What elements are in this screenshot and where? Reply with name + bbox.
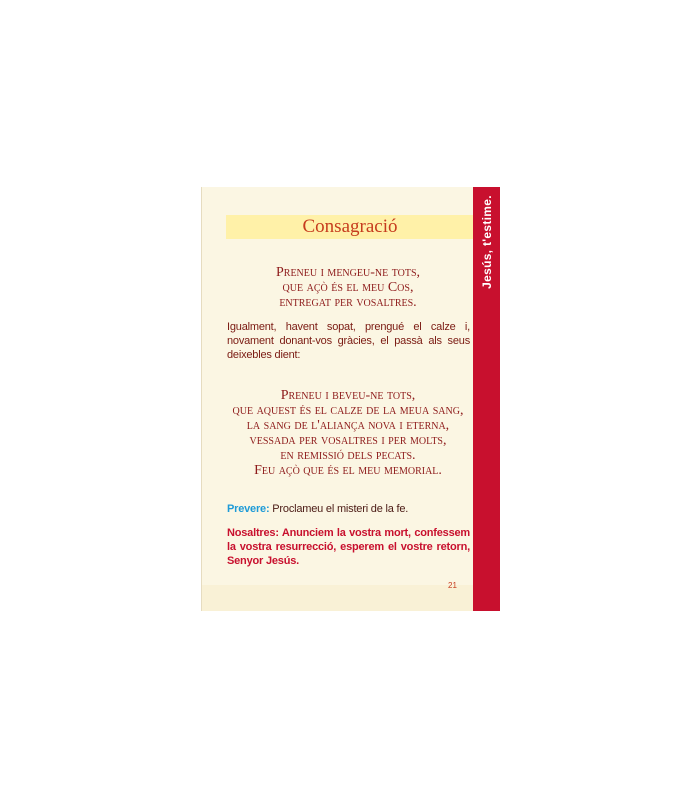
verse-line: la sang de l'aliança nova i eterna,	[246, 418, 450, 433]
spine-band	[473, 187, 500, 611]
book-page	[201, 187, 474, 611]
priest-text: Proclameu el misteri de la fe.	[272, 503, 409, 515]
verse-line: entregat per vosaltres.	[279, 295, 417, 310]
section-title-bar	[226, 215, 474, 239]
verse-line: Preneu i beveu-ne tots,	[280, 388, 416, 403]
page-number: 21	[448, 581, 457, 590]
verse-line: Feu açò que és el meu memorial.	[254, 463, 442, 478]
verse-line: que açò és el meu Cos,	[282, 280, 414, 295]
spine-label-wrap	[473, 187, 500, 297]
consecration-bread-verse	[226, 265, 470, 310]
verse-line: que aquest és el calze de la meua sang,	[232, 403, 464, 418]
priest-label: Prevere:	[227, 503, 270, 515]
verse-line: Preneu i mengeu-ne tots,	[275, 265, 421, 280]
priest-line	[227, 502, 470, 516]
consecration-wine-verse	[226, 388, 470, 478]
section-title: Consagració	[302, 216, 398, 237]
spine-label: Jesús, t'estime.	[479, 195, 494, 289]
rubric-paragraph: Igualment, havent sopat, prengué el calze i, novament donant-vos gràcies, el passà als seus deixebles dient:	[227, 321, 470, 361]
page-content-area	[202, 187, 474, 585]
verse-line: en remissió dels pecats.	[280, 448, 416, 463]
verse-line: vessada per vosaltres i per molts,	[249, 433, 447, 448]
people-response: Nosaltres: Anunciem la vostra mort, confessem la vostra resurrecció, esperem el vostre retorn, Senyor Jesús.	[227, 527, 470, 567]
